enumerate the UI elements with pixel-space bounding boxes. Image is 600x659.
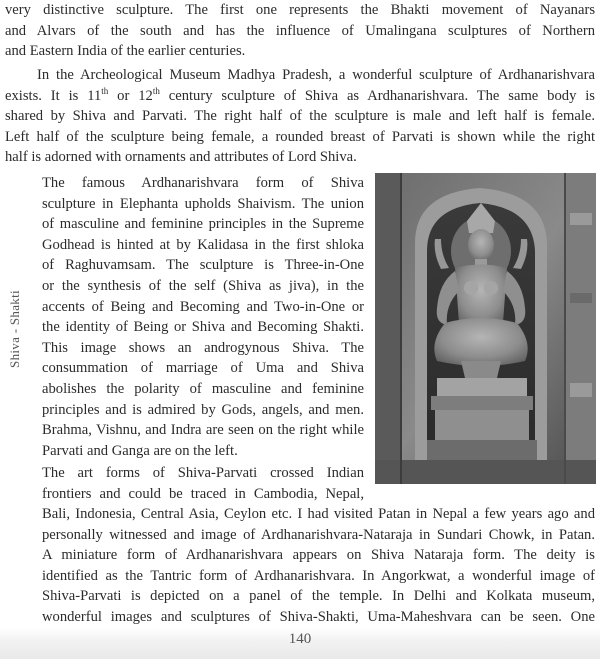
text-line: shared by Shiva and Parvati. The right half of the sculpture is male and left half is female. [5,108,595,125]
superscript: th [152,85,160,96]
text-line: personally witnessed and image of Ardhanarishvara-Nataraja in Sundari Chowk, in Patan. [42,526,595,543]
side-running-title: Shiva - Shakti [7,290,22,368]
text-line [5,65,595,86]
paragraph-4 [42,504,595,628]
text-line: This image shows an androgynous Shiva. The [42,339,364,356]
text-line [5,86,595,107]
text-line: identified as the Tantric form of Ardhanarishvara. In Angorkwat, a wonderful image of [42,567,595,584]
text-line: abolishes the polarity of masculine and feminine [42,380,364,397]
text-line: Godhead is hinted at by Kalidasa in the first shloka [42,236,364,253]
text-line: half is adorned with ornaments and attributes of Lord Shiva. [5,149,357,166]
text-line: the identity of Being or Shiva and Becoming Shakti. [42,319,364,336]
page-number: 140 [288,631,312,647]
text-span: or 12 [108,87,153,104]
text-line: consummation of marriage of Uma and Shiva [42,360,364,377]
text-line: Parvati and Ganga are on the left. [42,442,238,459]
text-line: Left half of the sculpture being female, a rounded breast of Parvati is shown while the right [5,128,595,145]
paragraph-1 [5,0,595,62]
text-line: of Raghuvamsam. The sculpture is Three-in-One [42,257,364,274]
text-line: and Eastern India of the earlier centuries. [5,43,246,60]
text-line: The art forms of Shiva-Parvati crossed Indian [42,465,364,481]
paragraph-2 [5,65,595,168]
text-span: century sculpture of Shiva as Ardhanarishvara. The same body is [159,87,595,104]
text-line: of masculine and feminine principles in the Supreme [42,216,364,233]
text-line: very distinctive sculpture. The first one represents the Bhakti movement of Nayanars [5,2,595,18]
text-line: Brahma, Vishnu, and Indra are seen on the right while [42,422,364,439]
text-line: Shiva-Parvati is depicted on a panel of the temple. In Delhi and Kolkata museum, [42,588,595,605]
text-line: Bali, Indonesia, Central Asia, Ceylon etc. I had visited Patan in Nepal a few years ago and [42,506,595,522]
text-line: wonderful images and sculptures of Shiva-Shakti, Uma-Maheshvara can be seen. One [42,608,595,625]
text-line: and Alvars of the south and has the influence of Umalingana sculptures of Northern [5,22,595,39]
text-span: In the Archeological Museum Madhya Pradesh, a wonderful sculpture of Ardhanarishvara [37,67,595,83]
sculpture-photo [375,173,596,484]
text-line: accents of Being and Becoming and Two-in-One or [42,298,364,315]
temple-sculpture-icon [375,173,596,484]
text-line: frontiers and could be traced in Cambodia, Nepal, [42,485,364,502]
text-line: principles and is admired by Gods, angels, and men. [42,401,364,418]
paragraph-3 [42,173,364,461]
text-span: exists. It is 11 [5,87,102,104]
text-line: or the synthesis of the self (Shiva as jiva), in the [42,277,364,294]
superscript: th [101,85,109,96]
text-line: sculpture in Elephanta upholds Shaivism. The union [42,195,364,212]
text-line: The famous Ardhanarishvara form of Shiva [42,175,364,191]
paragraph-4-short [42,463,364,504]
text-line: A miniature form of Ardhanarishvara appears on Shiva Nataraja form. The deity is [42,547,595,564]
